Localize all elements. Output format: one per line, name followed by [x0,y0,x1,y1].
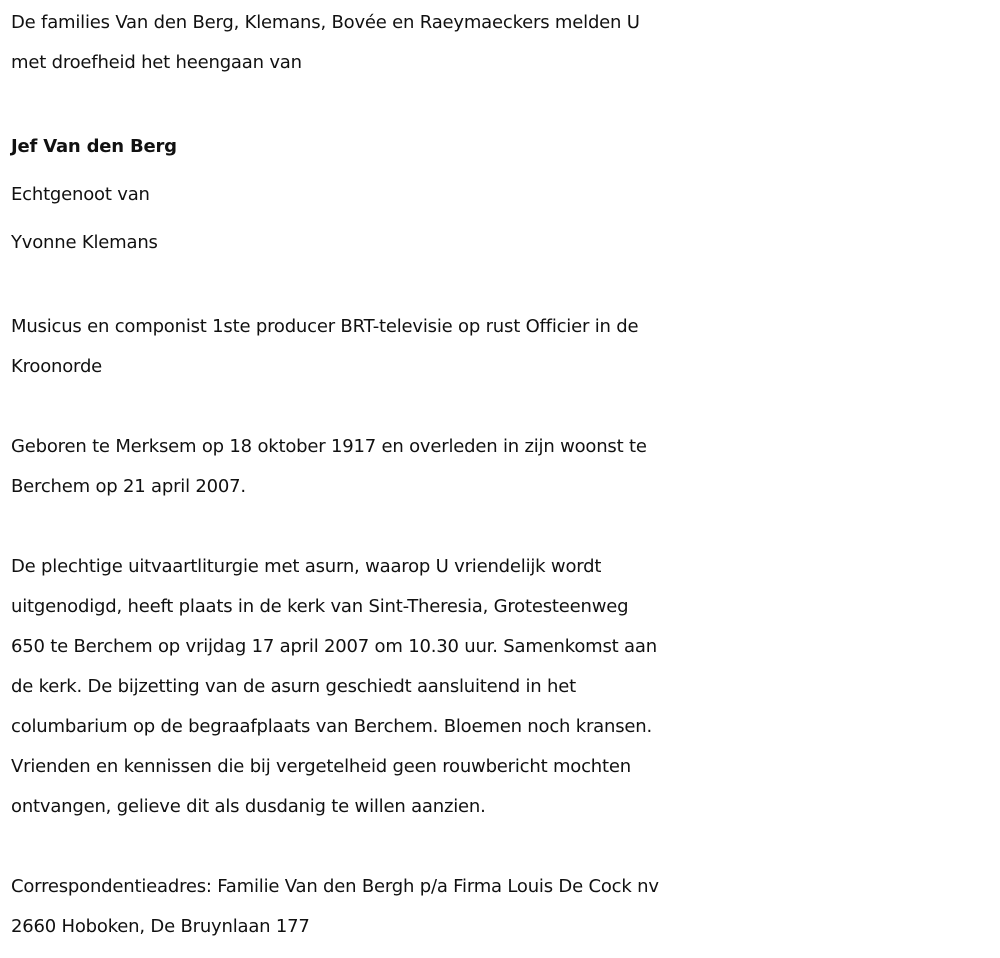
deceased-name: Jef Van den Berg [11,136,177,157]
correspondence-paragraph [11,867,1000,947]
intro-paragraph [11,0,1000,83]
ceremony-line: De plechtige uitvaartliturgie met asurn, waarop U vriendelijk wordt [11,556,602,577]
ceremony-line: uitgenodigd, heeft plaats in de kerk van Sint-Theresia, Grotesteenweg [11,596,629,617]
correspondence-line: Correspondentieadres: Familie Van den Bergh p/a Firma Louis De Cock nv [11,876,659,897]
ceremony-line: ontvangen, gelieve dit als dusdanig te willen aanzien. [11,796,486,817]
career-line: Musicus en componist 1ste producer BRT-televisie op rust Officier in de [11,316,639,337]
correspondence-line: 2660 Hoboken, De Bruynlaan 177 [11,916,310,937]
ceremony-line: Vrienden en kennissen die bij vergetelheid geen rouwbericht mochten [11,756,631,777]
relation-label: Echtgenoot van [11,184,150,205]
ceremony-line: de kerk. De bijzetting van de asurn geschiedt aansluitend in het [11,676,576,697]
intro-line: met droefheid het heengaan van [11,52,302,73]
birth-death-paragraph [11,427,1000,507]
career-paragraph [11,307,1000,387]
birth-death-line: Berchem op 21 april 2007. [11,476,246,497]
ceremony-line: columbarium op de begraafplaats van Berchem. Bloemen noch kransen. [11,716,652,737]
birth-death-line: Geboren te Merksem op 18 oktober 1917 en overleden in zijn woonst te [11,436,647,457]
career-line: Kroonorde [11,356,103,377]
ceremony-paragraph [11,547,1000,827]
intro-line: De families Van den Berg, Klemans, Bovée en Raeymaeckers melden U [11,12,640,33]
spouse-name: Yvonne Klemans [11,232,158,253]
ceremony-line: 650 te Berchem op vrijdag 17 april 2007 om 10.30 uur. Samenkomst aan [11,636,657,657]
